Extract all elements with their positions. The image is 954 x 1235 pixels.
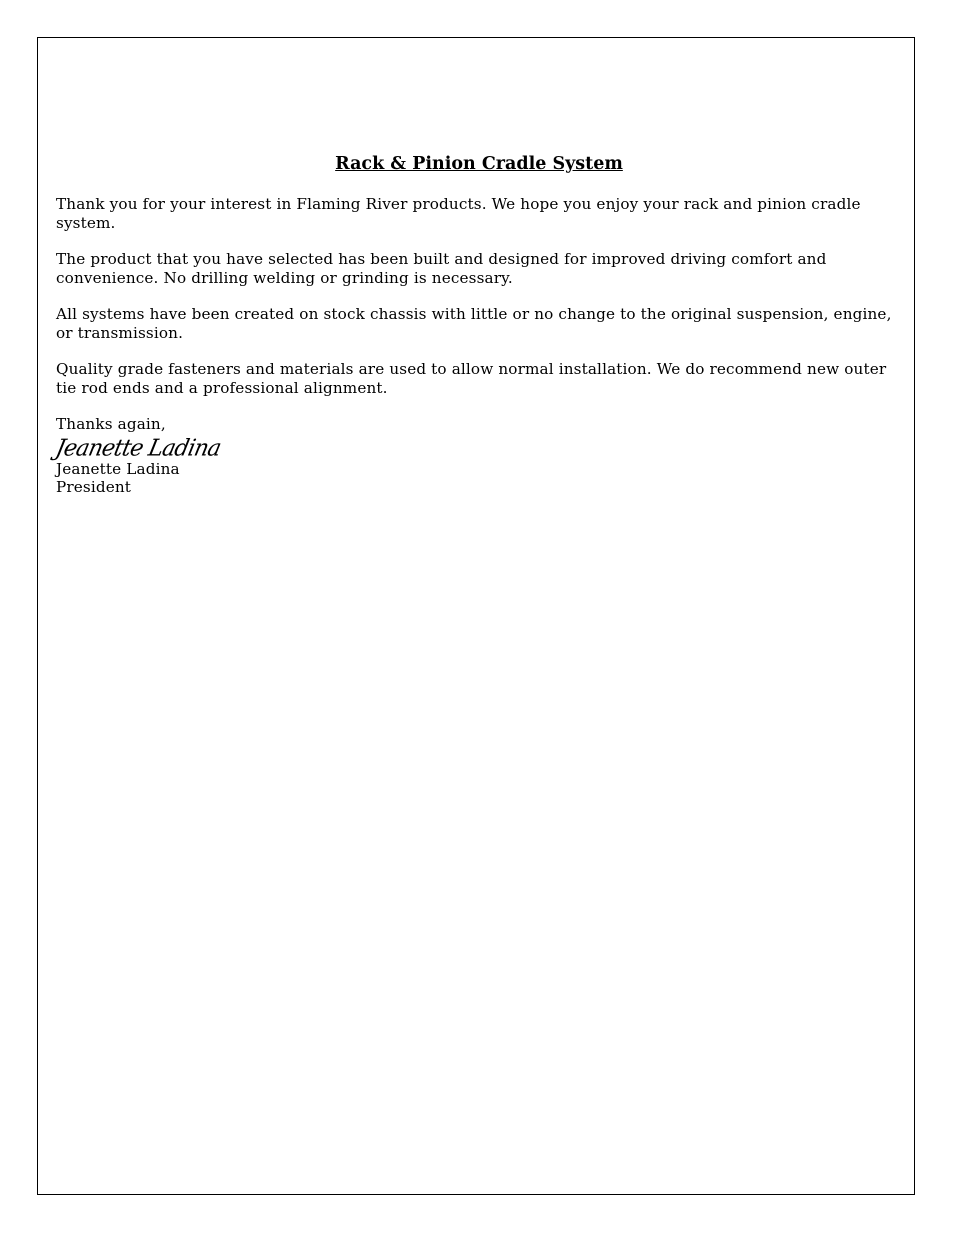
paragraph-4: Quality grade fasteners and materials are used to allow normal installation. We do recommend new outer tie rod ends and a professional alignment. xyxy=(56,360,887,397)
paragraph-2: The product that you have selected has been built and designed for improved driving comfort and convenience. No drilling welding or grinding is necessary. xyxy=(56,250,827,287)
closing-line: Thanks again, xyxy=(56,415,166,433)
document-title: Rack & Pinion Cradle System xyxy=(335,154,623,174)
signer-title: President xyxy=(56,478,132,496)
signer-name: Jeanette Ladina xyxy=(56,459,180,478)
paragraph-1: Thank you for your interest in Flaming River products. We hope you enjoy your rack and pinion cradle system. xyxy=(56,195,861,232)
letter-body xyxy=(53,152,902,497)
paragraph-3: All systems have been created on stock chassis with little or no change to the original suspension, engine, or transmission. xyxy=(56,305,892,342)
handwritten-signature: Jeanette Ladina xyxy=(53,434,223,462)
signature-block xyxy=(53,415,902,497)
